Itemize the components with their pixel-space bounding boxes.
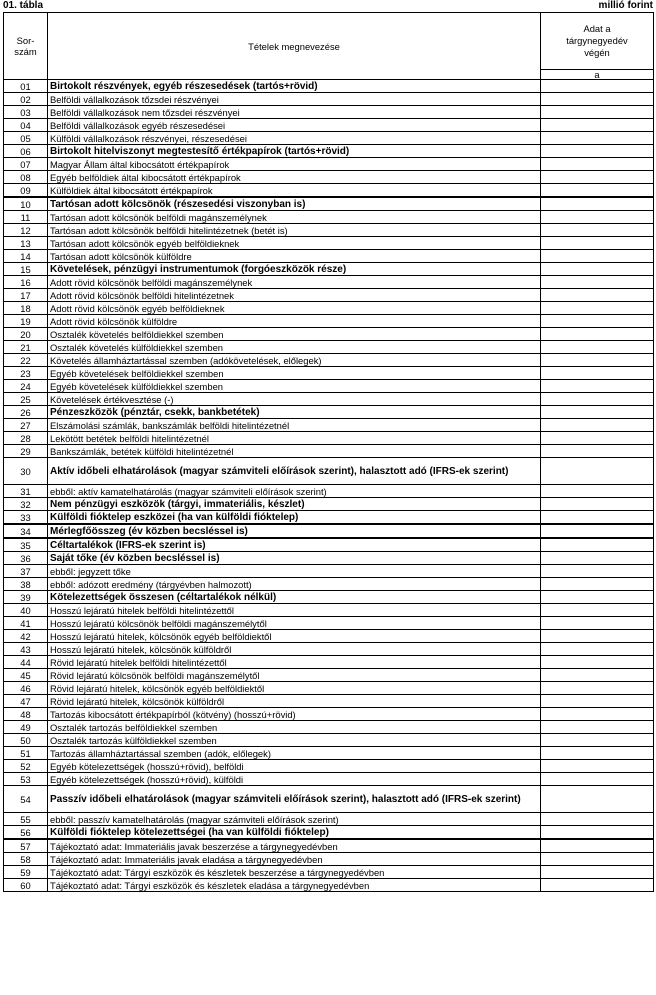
- row-number: 34: [4, 524, 48, 538]
- value-cell[interactable]: [541, 552, 654, 565]
- row-number: 42: [4, 630, 48, 643]
- value-cell[interactable]: [541, 211, 654, 224]
- row-number: 32: [4, 498, 48, 511]
- row-label: Birtokolt hitelviszonyt megtestesítő értékpapírok (tartós+rövid): [48, 145, 541, 158]
- table-row: [4, 367, 654, 380]
- value-cell[interactable]: [541, 250, 654, 263]
- row-label: Elszámolási számlák, bankszámlák belföldi hitelintézetnél: [48, 419, 541, 432]
- row-label: Külföldiek által kibocsátott értékpapírok: [48, 184, 541, 198]
- row-label: ebből: passzív kamatelhatárolás (magyar számviteli előírások szerint): [48, 813, 541, 826]
- value-cell[interactable]: [541, 106, 654, 119]
- table-row: [4, 682, 654, 695]
- row-number: 29: [4, 445, 48, 458]
- row-label: Egyéb követelések belföldiekkel szemben: [48, 367, 541, 380]
- row-number: 20: [4, 328, 48, 341]
- value-cell[interactable]: [541, 826, 654, 840]
- row-label: Tartozás kibocsátott értékpapírból (kötvény) (hosszú+rövid): [48, 708, 541, 721]
- table-row: [4, 106, 654, 119]
- table-row: [4, 132, 654, 145]
- table-row: [4, 591, 654, 604]
- value-cell[interactable]: [541, 524, 654, 538]
- table-row: [4, 760, 654, 773]
- value-cell[interactable]: [541, 760, 654, 773]
- value-cell[interactable]: [541, 565, 654, 578]
- row-number: 35: [4, 538, 48, 552]
- table-row: [4, 158, 654, 171]
- value-cell[interactable]: [541, 354, 654, 367]
- table-row: [4, 224, 654, 237]
- row-label: Egyéb követelések külföldiekkel szemben: [48, 380, 541, 393]
- row-number: 15: [4, 263, 48, 276]
- table-row: [4, 879, 654, 892]
- row-label: Tájékoztató adat: Immateriális javak eladása a tárgynegyedévben: [48, 853, 541, 866]
- row-number: 40: [4, 604, 48, 617]
- value-cell[interactable]: [541, 617, 654, 630]
- row-label: Adott rövid kölcsönök külföldre: [48, 315, 541, 328]
- row-number: 45: [4, 669, 48, 682]
- row-label: Pénzeszközök (pénztár, csekk, bankbetétek): [48, 406, 541, 419]
- row-number: 50: [4, 734, 48, 747]
- row-label: Adott rövid kölcsönök egyéb belföldieknek: [48, 302, 541, 315]
- row-number: 41: [4, 617, 48, 630]
- row-label: Követelés államháztartással szemben (adókövetelések, előlegek): [48, 354, 541, 367]
- row-number: 09: [4, 184, 48, 198]
- table-row: [4, 604, 654, 617]
- table-row: [4, 656, 654, 669]
- table-row: [4, 419, 654, 432]
- row-label: Magyar Állam által kibocsátott értékpapírok: [48, 158, 541, 171]
- table-id: 01. tábla: [3, 0, 44, 11]
- value-cell[interactable]: [541, 184, 654, 198]
- row-label: Osztalék követelés belföldiekkel szemben: [48, 328, 541, 341]
- table-row: [4, 302, 654, 315]
- table-row: [4, 289, 654, 302]
- row-label: Tartósan adott kölcsönök belföldi hitelintézetnek (betét is): [48, 224, 541, 237]
- value-cell[interactable]: [541, 289, 654, 302]
- row-label: Tartósan adott kölcsönök külföldre: [48, 250, 541, 263]
- row-label: Rövid lejáratú hitelek, kölcsönök egyéb belföldiektől: [48, 682, 541, 695]
- table-row: [4, 432, 654, 445]
- table-row: [4, 866, 654, 879]
- data-table: [3, 12, 654, 892]
- row-label: Lekötött betétek belföldi hitelintézetnél: [48, 432, 541, 445]
- value-cell[interactable]: [541, 197, 654, 211]
- row-number: 31: [4, 485, 48, 498]
- value-cell[interactable]: [541, 839, 654, 853]
- table-row: [4, 80, 654, 93]
- table-row: [4, 211, 654, 224]
- row-number: 02: [4, 93, 48, 106]
- row-number: 28: [4, 432, 48, 445]
- table-row: [4, 197, 654, 211]
- row-number: 04: [4, 119, 48, 132]
- row-label: Egyéb belföldiek által kibocsátott értékpapírok: [48, 171, 541, 184]
- table-row: [4, 813, 654, 826]
- value-cell[interactable]: [541, 630, 654, 643]
- row-number: 51: [4, 747, 48, 760]
- row-number: 39: [4, 591, 48, 604]
- table-row: [4, 119, 654, 132]
- row-number: 14: [4, 250, 48, 263]
- row-label: Egyéb kötelezettségek (hosszú+rövid), külföldi: [48, 773, 541, 786]
- row-label: Birtokolt részvények, egyéb részesedések (tartós+rövid): [48, 80, 541, 93]
- table-row: [4, 669, 654, 682]
- row-number: 36: [4, 552, 48, 565]
- row-label: Osztalék tartozás belföldiekkel szemben: [48, 721, 541, 734]
- value-cell[interactable]: [541, 708, 654, 721]
- col-header-value: Adat a tárgynegyedév végén: [541, 13, 654, 70]
- row-number: 43: [4, 643, 48, 656]
- table-row: [4, 853, 654, 866]
- row-label: Rövid lejáratú hitelek belföldi hitelintézettől: [48, 656, 541, 669]
- table-row: [4, 643, 654, 656]
- value-cell[interactable]: [541, 432, 654, 445]
- value-cell[interactable]: [541, 682, 654, 695]
- row-number: 60: [4, 879, 48, 892]
- row-label: Mérlegfőösszeg (év közben becsléssel is): [48, 524, 541, 538]
- value-cell[interactable]: [541, 171, 654, 184]
- value-cell[interactable]: [541, 132, 654, 145]
- row-label: Kötelezettségek összesen (céltartalékok nélkül): [48, 591, 541, 604]
- table-row: [4, 524, 654, 538]
- unit-label: millió forint: [598, 0, 653, 11]
- col-header-num: Sor- szám: [4, 13, 48, 80]
- row-number: 03: [4, 106, 48, 119]
- table-row: [4, 315, 654, 328]
- value-cell[interactable]: [541, 734, 654, 747]
- row-label: Követelések értékvesztése (-): [48, 393, 541, 406]
- row-number: 30: [4, 458, 48, 485]
- table-row: [4, 773, 654, 786]
- row-label: Tájékoztató adat: Tárgyi eszközök és készletek beszerzése a tárgynegyedévben: [48, 866, 541, 879]
- table-row: [4, 498, 654, 511]
- table-row: [4, 538, 654, 552]
- value-cell[interactable]: [541, 419, 654, 432]
- row-number: 37: [4, 565, 48, 578]
- table-row: [4, 393, 654, 406]
- table-row: [4, 263, 654, 276]
- row-number: 59: [4, 866, 48, 879]
- row-label: Osztalék követelés külföldiekkel szemben: [48, 341, 541, 354]
- table-row: [4, 786, 654, 813]
- value-cell[interactable]: [541, 604, 654, 617]
- value-cell[interactable]: [541, 393, 654, 406]
- value-cell[interactable]: [541, 237, 654, 250]
- value-cell[interactable]: [541, 538, 654, 552]
- value-cell[interactable]: [541, 458, 654, 485]
- value-cell[interactable]: [541, 276, 654, 289]
- table-row: [4, 354, 654, 367]
- row-number: 23: [4, 367, 48, 380]
- row-label: Adott rövid kölcsönök belföldi magánszemélynek: [48, 276, 541, 289]
- value-cell[interactable]: [541, 406, 654, 419]
- row-number: 47: [4, 695, 48, 708]
- row-label: Rövid lejáratú hitelek, kölcsönök külföldről: [48, 695, 541, 708]
- row-label: Bankszámlák, betétek külföldi hitelintézetnél: [48, 445, 541, 458]
- row-number: 16: [4, 276, 48, 289]
- value-cell[interactable]: [541, 145, 654, 158]
- table-row: [4, 485, 654, 498]
- value-cell[interactable]: [541, 853, 654, 866]
- row-number: 38: [4, 578, 48, 591]
- table-row: [4, 445, 654, 458]
- row-number: 55: [4, 813, 48, 826]
- value-cell[interactable]: [541, 879, 654, 892]
- table-row: [4, 747, 654, 760]
- row-number: 13: [4, 237, 48, 250]
- value-cell[interactable]: [541, 578, 654, 591]
- value-cell[interactable]: [541, 328, 654, 341]
- row-number: 18: [4, 302, 48, 315]
- value-cell[interactable]: [541, 669, 654, 682]
- row-label: Hosszú lejáratú hitelek, kölcsönök egyéb belföldiektől: [48, 630, 541, 643]
- value-cell[interactable]: [541, 119, 654, 132]
- value-cell[interactable]: [541, 773, 654, 786]
- value-cell[interactable]: [541, 302, 654, 315]
- row-number: 56: [4, 826, 48, 840]
- table-row: [4, 184, 654, 198]
- table-row: [4, 406, 654, 419]
- value-cell[interactable]: [541, 786, 654, 813]
- value-cell[interactable]: [541, 341, 654, 354]
- row-label: Hosszú lejáratú hitelek belföldi hitelintézettől: [48, 604, 541, 617]
- row-number: 25: [4, 393, 48, 406]
- row-number: 12: [4, 224, 48, 237]
- row-number: 26: [4, 406, 48, 419]
- table-row: [4, 552, 654, 565]
- row-number: 44: [4, 656, 48, 669]
- row-label: Tartósan adott kölcsönök belföldi magánszemélynek: [48, 211, 541, 224]
- row-number: 08: [4, 171, 48, 184]
- value-cell[interactable]: [541, 511, 654, 525]
- col-header-name: Tételek megnevezése: [48, 13, 541, 80]
- row-label: Tájékoztató adat: Tárgyi eszközök és készletek eladása a tárgynegyedévben: [48, 879, 541, 892]
- table-row: [4, 93, 654, 106]
- value-cell[interactable]: [541, 656, 654, 669]
- row-label: Céltartalékok (IFRS-ek szerint is): [48, 538, 541, 552]
- value-cell[interactable]: [541, 80, 654, 93]
- row-number: 21: [4, 341, 48, 354]
- value-cell[interactable]: [541, 498, 654, 511]
- row-label: Külföldi fióktelep eszközei (ha van külföldi fióktelep): [48, 511, 541, 525]
- row-label: ebből: jegyzett tőke: [48, 565, 541, 578]
- row-number: 22: [4, 354, 48, 367]
- value-cell[interactable]: [541, 445, 654, 458]
- table-row: [4, 380, 654, 393]
- table-row: [4, 826, 654, 840]
- row-label: Tartozás államháztartással szemben (adók, előlegek): [48, 747, 541, 760]
- table-row: [4, 276, 654, 289]
- row-label: Adott rövid kölcsönök belföldi hitelintézetnek: [48, 289, 541, 302]
- row-number: 58: [4, 853, 48, 866]
- row-label: ebből: adózott eredmény (tárgyévben halmozott): [48, 578, 541, 591]
- row-number: 05: [4, 132, 48, 145]
- table-row: [4, 617, 654, 630]
- value-cell[interactable]: [541, 591, 654, 604]
- table-row: [4, 578, 654, 591]
- row-number: 27: [4, 419, 48, 432]
- row-label: Belföldi vállalkozások egyéb részesedései: [48, 119, 541, 132]
- table-row: [4, 630, 654, 643]
- row-number: 57: [4, 839, 48, 853]
- table-row: [4, 328, 654, 341]
- table-row: [4, 565, 654, 578]
- row-label: Belföldi vállalkozások tőzsdei részvényei: [48, 93, 541, 106]
- row-label: Belföldi vállalkozások nem tőzsdei részvényei: [48, 106, 541, 119]
- table-row: [4, 341, 654, 354]
- row-label: Hosszú lejáratú hitelek, kölcsönök külföldről: [48, 643, 541, 656]
- value-cell[interactable]: [541, 643, 654, 656]
- row-number: 06: [4, 145, 48, 158]
- row-label: Aktív időbeli elhatárolások (magyar számviteli előírások szerint), halasztott adó (IFRS-ek szerint): [48, 458, 541, 485]
- row-label: Tartósan adott kölcsönök egyéb belföldieknek: [48, 237, 541, 250]
- value-cell[interactable]: [541, 695, 654, 708]
- table-row: [4, 734, 654, 747]
- row-number: 24: [4, 380, 48, 393]
- row-label: ebből: aktív kamatelhatárolás (magyar számviteli előírások szerint): [48, 485, 541, 498]
- value-cell[interactable]: [541, 158, 654, 171]
- table-row: [4, 171, 654, 184]
- row-number: 48: [4, 708, 48, 721]
- value-cell[interactable]: [541, 380, 654, 393]
- table-row: [4, 511, 654, 525]
- row-number: 10: [4, 197, 48, 211]
- row-number: 17: [4, 289, 48, 302]
- table-row: [4, 145, 654, 158]
- row-label: Követelések, pénzügyi instrumentumok (forgóeszközök része): [48, 263, 541, 276]
- row-number: 46: [4, 682, 48, 695]
- row-label: Külföldi vállalkozások részvényei, részesedései: [48, 132, 541, 145]
- row-label: Nem pénzügyi eszközök (tárgyi, immateriális, készlet): [48, 498, 541, 511]
- row-label: Osztalék tartozás külföldiekkel szemben: [48, 734, 541, 747]
- row-number: 52: [4, 760, 48, 773]
- row-number: 11: [4, 211, 48, 224]
- value-cell[interactable]: [541, 263, 654, 276]
- value-cell[interactable]: [541, 721, 654, 734]
- table-body: [4, 80, 654, 892]
- table-row: [4, 458, 654, 485]
- table-row: [4, 839, 654, 853]
- value-cell[interactable]: [541, 813, 654, 826]
- row-label: Egyéb kötelezettségek (hosszú+rövid), belföldi: [48, 760, 541, 773]
- row-number: 07: [4, 158, 48, 171]
- table-row: [4, 695, 654, 708]
- row-number: 54: [4, 786, 48, 813]
- row-label: Külföldi fióktelep kötelezettségei (ha van külföldi fióktelep): [48, 826, 541, 840]
- row-number: 53: [4, 773, 48, 786]
- table-row: [4, 721, 654, 734]
- value-cell[interactable]: [541, 224, 654, 237]
- row-number: 19: [4, 315, 48, 328]
- row-number: 49: [4, 721, 48, 734]
- col-header-value-sub: a: [541, 70, 654, 80]
- value-cell[interactable]: [541, 93, 654, 106]
- row-label: Tartósan adott kölcsönök (részesedési viszonyban is): [48, 197, 541, 211]
- row-label: Hosszú lejáratú kölcsönök belföldi magánszemélytől: [48, 617, 541, 630]
- table-row: [4, 237, 654, 250]
- row-label: Saját tőke (év közben becsléssel is): [48, 552, 541, 565]
- value-cell[interactable]: [541, 485, 654, 498]
- row-label: Rövid lejáratú kölcsönök belföldi magánszemélytől: [48, 669, 541, 682]
- row-label: Tájékoztató adat: Immateriális javak beszerzése a tárgynegyedévben: [48, 839, 541, 853]
- value-cell[interactable]: [541, 747, 654, 760]
- table-row: [4, 250, 654, 263]
- value-cell[interactable]: [541, 866, 654, 879]
- table-row: [4, 708, 654, 721]
- row-label: Passzív időbeli elhatárolások (magyar számviteli előírások szerint), halasztott adó (IFRS-ek szerint): [48, 786, 541, 813]
- row-number: 01: [4, 80, 48, 93]
- value-cell[interactable]: [541, 367, 654, 380]
- row-number: 33: [4, 511, 48, 525]
- value-cell[interactable]: [541, 315, 654, 328]
